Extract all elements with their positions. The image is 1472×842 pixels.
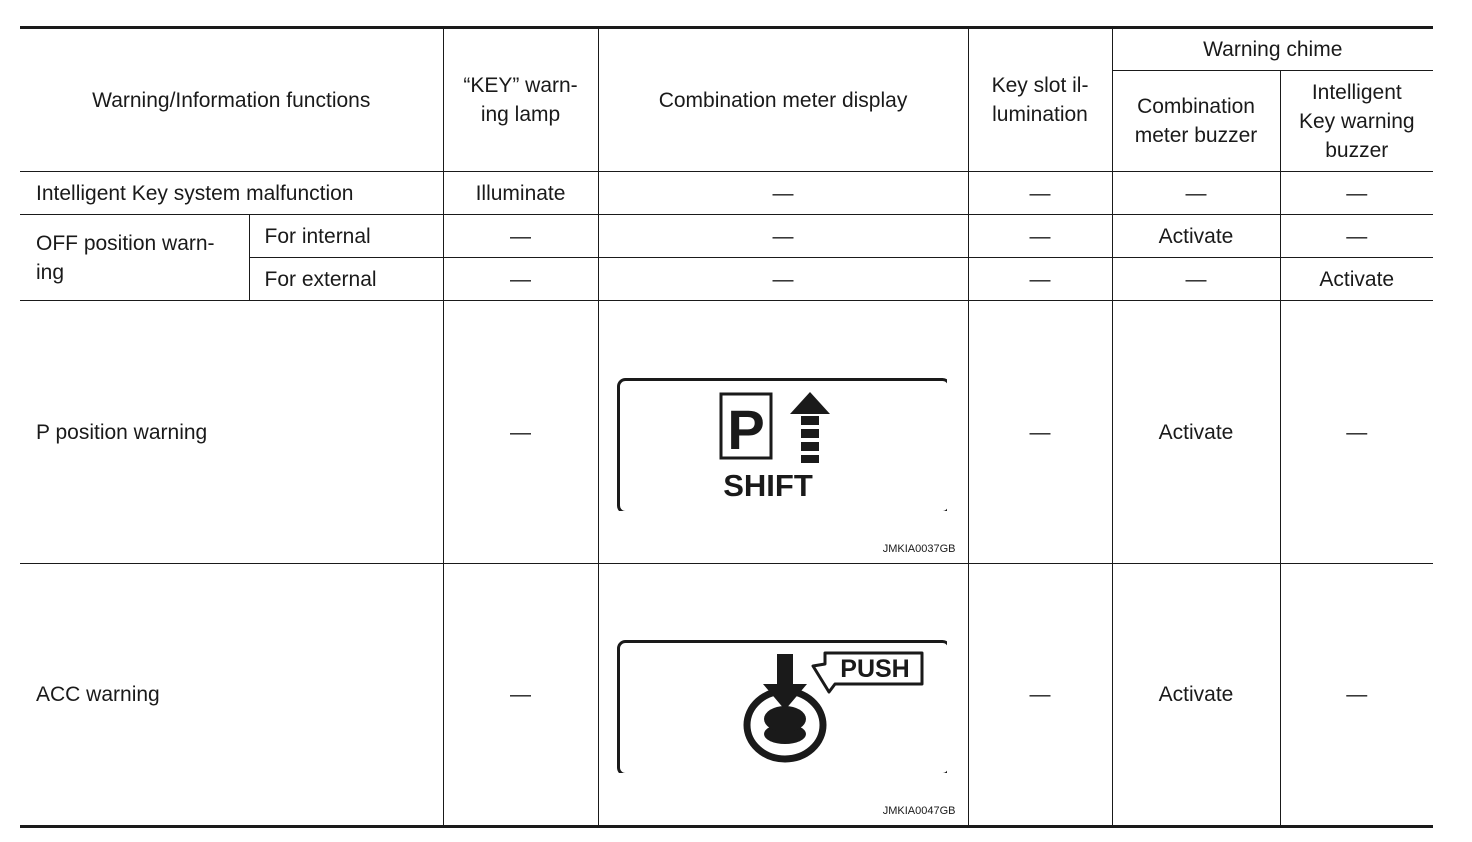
push-down-arrow-icon — [763, 654, 807, 710]
off-internal-combination-buzzer: Activate — [1112, 215, 1280, 258]
acc-intelligent-buzzer: — — [1280, 564, 1433, 827]
off-internal-intelligent-buzzer: — — [1280, 215, 1433, 258]
p-figure-id: JMKIA0037GB — [882, 543, 956, 555]
header-row-1 — [20, 28, 1433, 71]
p-position-combination-buzzer: Activate — [1112, 301, 1280, 564]
push-label: PUSH — [839, 655, 910, 683]
warning-functions-table — [20, 26, 1433, 828]
off-external-intelligent-buzzer: Activate — [1280, 258, 1433, 301]
p-position-key-slot: — — [968, 301, 1112, 564]
push-speech-bubble — [813, 653, 922, 692]
off-external-key-slot: — — [968, 258, 1112, 301]
shift-up-arrow-icon — [790, 392, 830, 463]
acc-label: ACC warning — [20, 564, 443, 827]
p-shift-display-figure — [617, 378, 947, 511]
p-position-display — [598, 301, 968, 564]
malfunction-intelligent-buzzer: — — [1280, 172, 1433, 215]
off-external-label: For external — [249, 258, 443, 301]
header-functions: Warning/Information functions — [20, 28, 443, 172]
off-external-display: — — [598, 258, 968, 301]
p-position-label: P position warning — [20, 301, 443, 564]
off-external-combination-buzzer: — — [1112, 258, 1280, 301]
acc-combination-buzzer: Activate — [1112, 564, 1280, 827]
off-internal-key-slot: — — [968, 215, 1112, 258]
acc-key-slot: — — [968, 564, 1112, 827]
acc-push-display-figure — [617, 640, 947, 773]
p-letter: P — [726, 398, 765, 461]
malfunction-combination-buzzer: — — [1112, 172, 1280, 215]
off-internal-label: For internal — [249, 215, 443, 258]
row-malfunction — [20, 172, 1433, 215]
acc-display — [598, 564, 968, 827]
acc-key-lamp: — — [443, 564, 598, 827]
malfunction-display: — — [598, 172, 968, 215]
header-warning-chime: Warning chime — [1112, 28, 1433, 71]
off-internal-key-lamp: — — [443, 215, 598, 258]
off-internal-display: — — [598, 215, 968, 258]
header-intelligent-buzzer — [1280, 71, 1433, 172]
shift-label: SHIFT — [722, 468, 813, 503]
header-combination-display: Combination meter display — [598, 28, 968, 172]
off-position-label — [20, 215, 249, 301]
off-external-key-lamp: — — [443, 258, 598, 301]
row-acc — [20, 564, 1433, 827]
malfunction-key-slot: — — [968, 172, 1112, 215]
header-combination-buzzer — [1112, 71, 1280, 172]
header-key-lamp — [443, 28, 598, 172]
header-key-lamp-text: “KEY” warn-ing lamp — [463, 74, 578, 126]
acc-figure-id: JMKIA0047GB — [882, 805, 956, 817]
malfunction-label: Intelligent Key system malfunction — [20, 172, 443, 215]
p-position-key-lamp: — — [443, 301, 598, 564]
header-combination-buzzer-text: Combination meter buzzer — [1134, 95, 1258, 147]
header-key-slot — [968, 28, 1112, 172]
p-position-intelligent-buzzer: — — [1280, 301, 1433, 564]
header-intelligent-buzzer-text: Intelligent Key warning buzzer — [1298, 80, 1415, 162]
row-off-internal — [20, 215, 1433, 258]
malfunction-key-lamp: Illuminate — [443, 172, 598, 215]
row-p-position — [20, 301, 1433, 564]
off-position-label-text: OFF position warn-ing — [36, 231, 215, 284]
header-key-slot-text: Key slot il-lumination — [991, 74, 1089, 126]
